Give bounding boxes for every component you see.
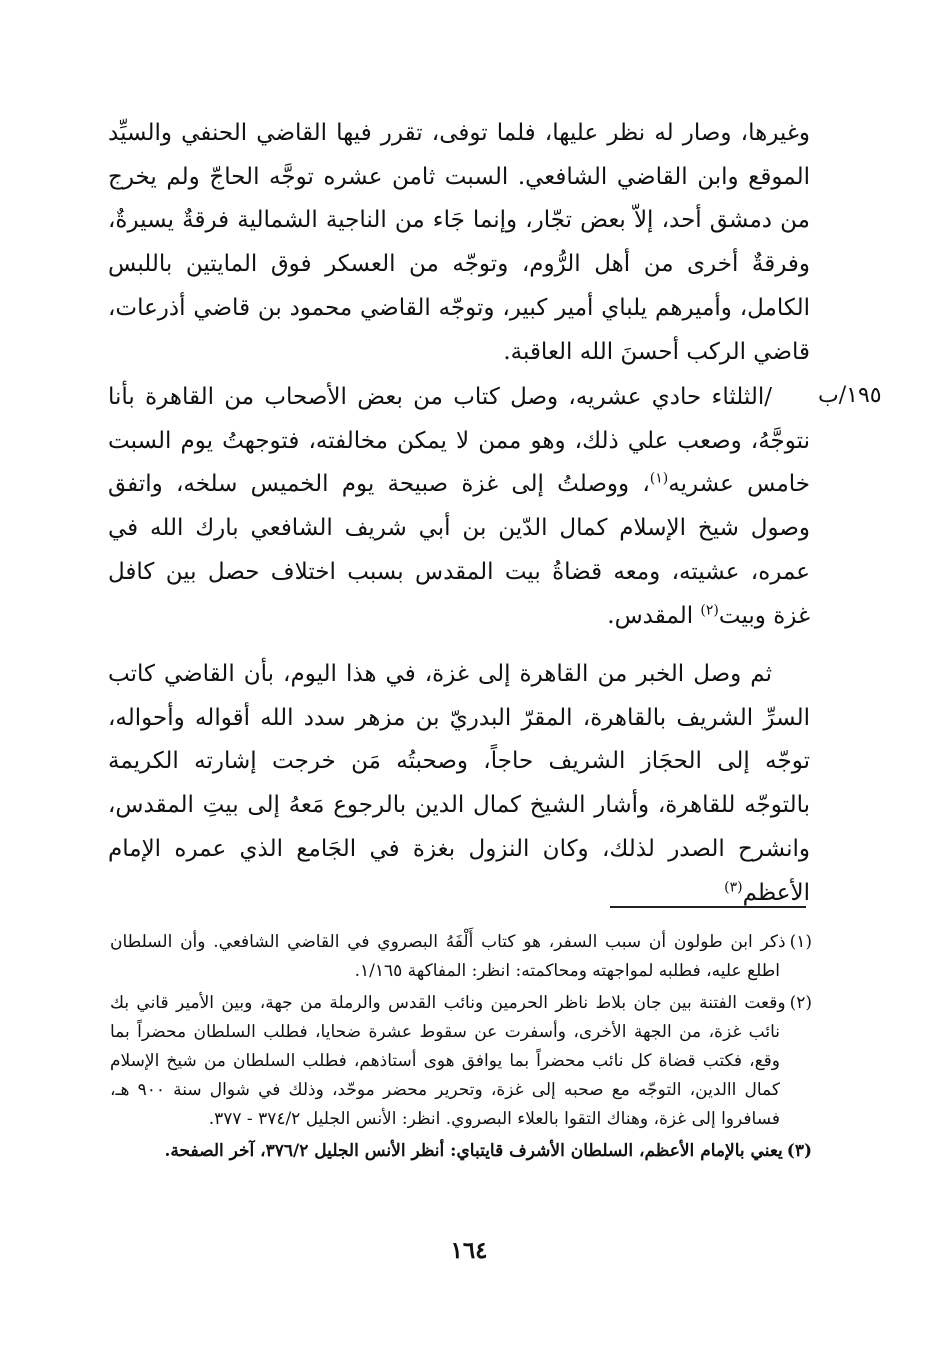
footnote-text: وقعت الفتنة بين جان بلاط ناظر الحرمين ونائب القدس والرملة من جهة، وبين الأمير قاني بك نائب غزة، من الجهة الأخرى، وأسفرت عن سقوط عشرة ضحايا، فطلب السلطان محضراً بما وقع، فكتب قضاة كل نائب محضراً بما يوافق هوى أستاذهم، فطلب السلطان من شيخ الإسلام كمال االدين، التوجّه مع صحبه إلى غزة، وتحرير محضر موحّد، وذلك في شوال سنة ٩٠٠ هـ، فسافروا إلى غزة، وهناك التقوا بالعلاء البصروي. انظر: الأنس الجليل ٣٧٤/٢ - ٣٧٧. [110,993,786,1129]
paragraph-2-text-c: المقدس. [607,602,701,629]
footnote-number: (٢) [789,993,812,1013]
footnote-1 [110,928,812,986]
folio-margin-note: ١٩٥/ب [818,383,882,408]
footnote-number: (٣) [786,1141,812,1161]
footnote-text: يعني بالإمام الأعظم، السلطان الأشرف قايتباي: أنظر الأنس الجليل ٣٧٦/٢، آخر الصفحة. [164,1141,783,1161]
footnotes [110,928,812,1169]
page-number: ١٦٤ [450,1237,488,1264]
footnote-ref-3: (٣) [724,878,743,895]
footnote-ref-2: (٢) [700,601,719,618]
paragraph-2 [108,376,810,638]
paragraph-3 [108,653,810,915]
footnote-2 [110,989,812,1134]
paragraph-3-text: ثم وصل الخبر من القاهرة إلى غزة، في هذا اليوم، بأن القاضي كاتب السرِّ الشريف بالقاهرة، المقرّ البدريّ بن مزهر سدد الله أقواله وأحواله، توجّه إلى الحجَاز الشريف حاجاً، وصحبتُه مَن خرجت إشارته الكريمة بالتوجّه للقاهرة، وأشار الشيخ كمال الدين بالرجوع مَعهُ إلى بيتِ المقدس، وانشرح الصدر لذلك، وكان النزول بغزة في الجَامع الذي عمره الإمام الأعظم [108,661,810,906]
footnote-divider [610,906,806,908]
footnote-number: (١) [789,932,812,952]
paragraph-2-text-a: /الثلثاء حادي عشريه، وصل كتاب من بعض الأصحاب من القاهرة بأنا نتوجَّهُ، وصعب علي ذلك، وهو ممن لا يمكن مخالفته، فتوجهتُ يوم السبت خامس عشريه [108,384,811,498]
footnote-3 [110,1137,812,1166]
footnote-text: ذكر ابن طولون أن سبب السفر، هو كتاب أَلْفَهُ البصروي في القاضي الشافعي. وأن السلطان اطلع عليه، فطلبه لمواجهته ومحاكمته: انظر: المفاكهة ١/١٦٥. [110,932,786,981]
footnote-ref-1: (١) [649,470,669,487]
paragraph-1: وغيرها، وصار له نظر عليها، فلما توفى، تقرر فيها القاضي الحنفي والسيِّد الموقع وابن القاضي الشافعي. السبت ثامن عشره توجَّه الحاجّ ولم يخرج من دمشق أحد، إلاّ بعض تجّار، وإنما جَاء من الناجية الشمالية فرقةٌ يسيرةٌ، وفرقةٌ أخرى من أهل الرُّوم، وتوجّه من العسكر فوق المايتين باللبس الكامل، وأميرهم يلباي أمير كبير، وتوجّه القاضي محمود بن قاضي أذرعات، قاضي الركب أحسنَ الله العاقبة. [108,120,810,365]
paragraph-2-text-b: ، ووصلتُ إلى غزة صبيحة يوم الخميس سلخه، واتفق وصول شيخ الإسلام كمال الدّين بن أبي شريف الشافعي بارك الله في عمره، عشيته، ومعه قضاةُ بيت المقدس بسبب اختلاف حصل بين كافل غزة وبيت [108,471,810,629]
